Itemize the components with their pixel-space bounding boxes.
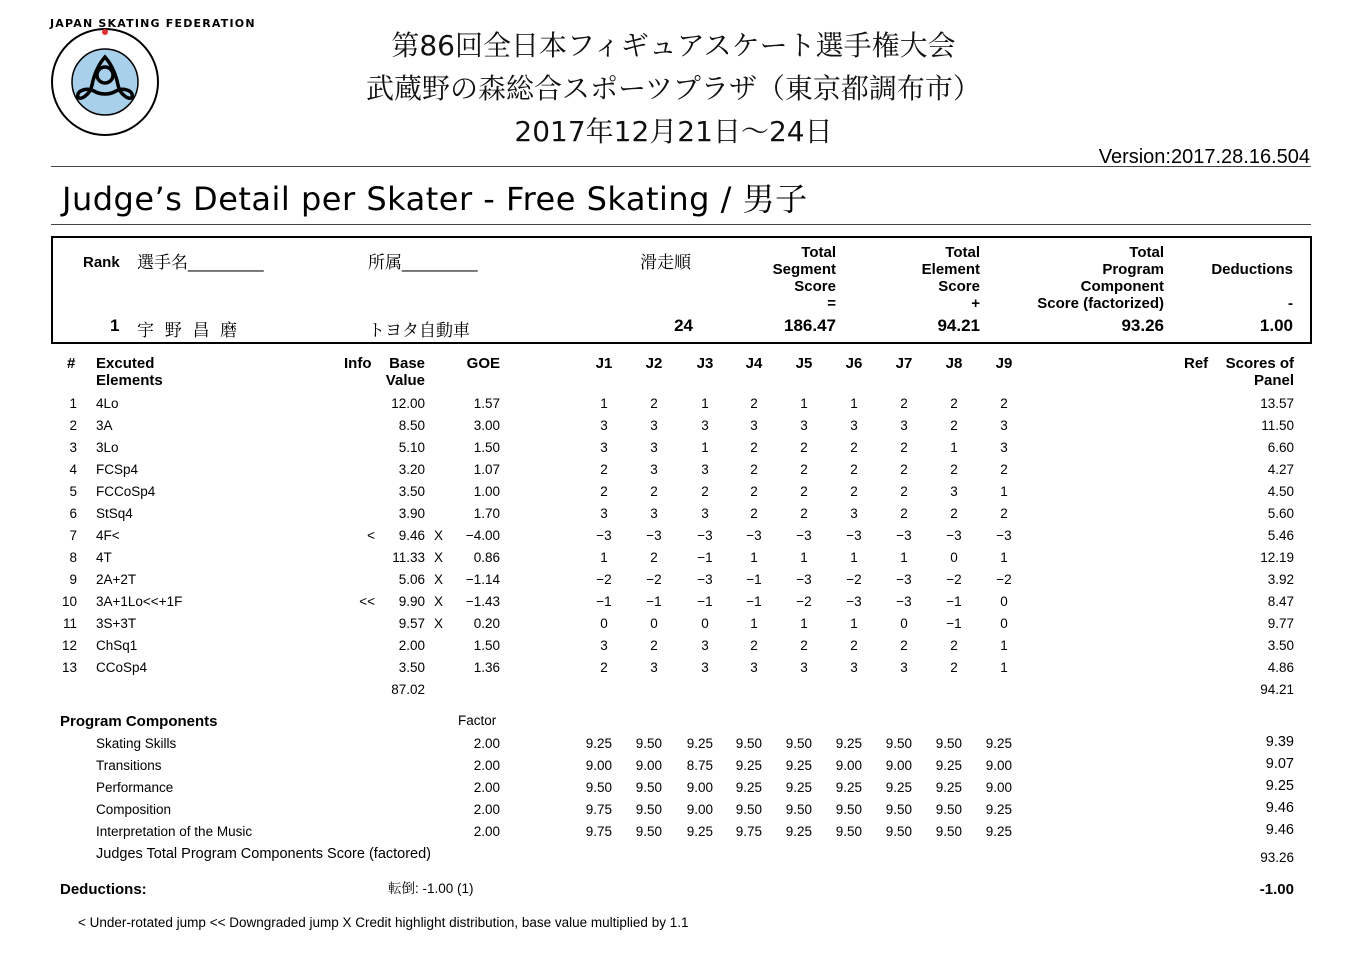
element-goe: 1.00 bbox=[473, 484, 500, 499]
judge-score: 3 bbox=[750, 660, 758, 675]
judge-header: J2 bbox=[645, 355, 663, 372]
judge-score: 0 bbox=[900, 616, 908, 631]
tes-header: Total Element Score + bbox=[921, 244, 980, 312]
judge-score: 3 bbox=[650, 462, 658, 477]
judge-score: 3 bbox=[1000, 440, 1008, 455]
judge-score: 3 bbox=[1000, 418, 1008, 433]
element-credit-flag: X bbox=[434, 550, 444, 565]
component-judge-score: 8.75 bbox=[686, 758, 713, 773]
rank-header: Rank bbox=[83, 254, 120, 271]
component-judge-score: 9.00 bbox=[985, 780, 1012, 795]
component-judge-score: 9.50 bbox=[885, 802, 912, 817]
col-panel-header: Scores of Panel bbox=[1225, 355, 1294, 389]
judge-header: J8 bbox=[945, 355, 963, 372]
skater-deductions: 1.00 bbox=[1259, 316, 1293, 335]
divider bbox=[51, 224, 1311, 225]
element-base-value: 3.50 bbox=[398, 484, 425, 499]
element-name: 3S+3T bbox=[96, 616, 137, 631]
judge-score: 3 bbox=[900, 660, 908, 675]
skater-tes: 94.21 bbox=[937, 316, 980, 335]
element-base-value: 9.57 bbox=[398, 616, 425, 631]
component-judge-score: 9.25 bbox=[686, 824, 713, 839]
component-name: Interpretation of the Music bbox=[96, 824, 253, 839]
judge-score: 2 bbox=[750, 638, 758, 653]
element-panel-score: 3.92 bbox=[1267, 572, 1294, 587]
element-num: 4 bbox=[69, 462, 77, 477]
element-panel-score: 5.60 bbox=[1267, 506, 1294, 521]
element-panel-score: 4.86 bbox=[1267, 660, 1294, 675]
judge-score: 2 bbox=[701, 484, 709, 499]
judge-score: 2 bbox=[1000, 462, 1008, 477]
component-name: Transitions bbox=[96, 758, 162, 773]
element-base-value: 9.90 bbox=[398, 594, 425, 609]
judge-score: 3 bbox=[900, 418, 908, 433]
element-goe: 0.86 bbox=[473, 550, 500, 565]
judge-score: 3 bbox=[600, 418, 608, 433]
judge-score: 2 bbox=[800, 440, 808, 455]
judge-score: −1 bbox=[946, 616, 962, 631]
judge-score: 2 bbox=[950, 638, 958, 653]
component-judge-score: 9.00 bbox=[686, 802, 713, 817]
element-num: 7 bbox=[69, 528, 77, 543]
judge-score: 1 bbox=[1000, 484, 1008, 499]
col-ref-header: Ref bbox=[1184, 355, 1209, 372]
component-judge-score: 9.25 bbox=[735, 758, 762, 773]
component-judge-score: 9.50 bbox=[935, 824, 962, 839]
judge-score: 3 bbox=[750, 418, 758, 433]
judge-score: 0 bbox=[701, 616, 709, 631]
judge-score: 1 bbox=[900, 550, 908, 565]
judge-score: 2 bbox=[950, 418, 958, 433]
element-goe: −4.00 bbox=[465, 528, 500, 543]
judge-score: 2 bbox=[800, 462, 808, 477]
judge-score: 2 bbox=[750, 396, 758, 411]
judge-score: 1 bbox=[1000, 638, 1008, 653]
judge-score: 3 bbox=[600, 506, 608, 521]
judge-score: 3 bbox=[950, 484, 958, 499]
judge-score: −3 bbox=[697, 572, 713, 587]
element-name: 2A+2T bbox=[96, 572, 137, 587]
deductions-total: -1.00 bbox=[1259, 881, 1294, 898]
judge-score: 2 bbox=[1000, 396, 1008, 411]
element-num: 9 bbox=[69, 572, 77, 587]
element-credit-flag: X bbox=[434, 594, 444, 609]
component-judge-score: 9.50 bbox=[735, 802, 762, 817]
component-panel-score: 9.25 bbox=[1265, 778, 1294, 794]
judge-score: −2 bbox=[646, 572, 662, 587]
judge-score: 2 bbox=[650, 638, 658, 653]
component-factor: 2.00 bbox=[473, 758, 500, 773]
judge-score: 1 bbox=[600, 550, 608, 565]
judge-score: 1 bbox=[850, 396, 858, 411]
version: Version:2017.28.16.504 bbox=[1098, 146, 1310, 168]
deductions-detail: 転倒: -1.00 (1) bbox=[388, 881, 474, 896]
judge-score: −3 bbox=[896, 594, 912, 609]
judge-score: 3 bbox=[650, 506, 658, 521]
deductions-label: Deductions: bbox=[60, 881, 147, 898]
base-value-total: 87.02 bbox=[391, 682, 425, 697]
element-panel-score: 11.50 bbox=[1261, 418, 1294, 433]
component-judge-score: 9.50 bbox=[935, 736, 962, 751]
judge-score: 3 bbox=[800, 418, 808, 433]
element-goe: −1.14 bbox=[465, 572, 500, 587]
element-panel-score: 4.50 bbox=[1267, 484, 1294, 499]
judge-score: 2 bbox=[850, 638, 858, 653]
judge-header: J6 bbox=[845, 355, 863, 372]
judge-score: 3 bbox=[701, 462, 709, 477]
judge-score: −3 bbox=[697, 528, 713, 543]
document-title: Judge’s Detail per Skater - Free Skating / 男子 bbox=[62, 180, 808, 218]
element-base-value: 3.90 bbox=[398, 506, 425, 521]
col-info-header: Info bbox=[344, 355, 372, 372]
component-judge-score: 9.50 bbox=[885, 736, 912, 751]
judge-score: 2 bbox=[800, 638, 808, 653]
judge-score: −3 bbox=[996, 528, 1012, 543]
element-goe: 1.50 bbox=[473, 440, 500, 455]
judge-score: 2 bbox=[600, 462, 608, 477]
component-judge-score: 9.50 bbox=[635, 802, 662, 817]
element-base-value: 2.00 bbox=[398, 638, 425, 653]
element-name: 4Lo bbox=[96, 396, 119, 411]
judge-score: 2 bbox=[750, 506, 758, 521]
component-judge-score: 9.25 bbox=[785, 758, 812, 773]
judge-score: 2 bbox=[950, 506, 958, 521]
component-panel-score: 9.07 bbox=[1265, 756, 1294, 772]
judge-score: 2 bbox=[800, 506, 808, 521]
element-name: CCoSp4 bbox=[96, 660, 148, 675]
order-header: 滑走順 bbox=[640, 253, 691, 272]
component-judge-score: 9.25 bbox=[835, 780, 862, 795]
judge-score: −1 bbox=[746, 594, 762, 609]
element-name: ChSq1 bbox=[96, 638, 138, 653]
judge-score: 3 bbox=[800, 660, 808, 675]
judge-score: −3 bbox=[646, 528, 662, 543]
element-panel-score: 8.47 bbox=[1267, 594, 1294, 609]
element-name: 3A+1Lo<<+1F bbox=[96, 594, 183, 609]
element-num: 1 bbox=[69, 396, 77, 411]
judge-score: 2 bbox=[950, 462, 958, 477]
judge-score: −2 bbox=[946, 572, 962, 587]
element-goe: 1.57 bbox=[473, 396, 500, 411]
component-factor: 2.00 bbox=[473, 780, 500, 795]
judge-score: 1 bbox=[701, 396, 709, 411]
component-judge-score: 9.75 bbox=[585, 802, 612, 817]
component-judge-score: 9.25 bbox=[585, 736, 612, 751]
component-factor: 2.00 bbox=[473, 736, 500, 751]
program-components-title: Program Components bbox=[60, 713, 218, 730]
event-dates: 2017年12月21日～24日 bbox=[514, 115, 833, 148]
component-judge-score: 9.25 bbox=[885, 780, 912, 795]
element-name: 3A bbox=[96, 418, 113, 433]
judge-score: 3 bbox=[850, 506, 858, 521]
component-judge-score: 9.25 bbox=[686, 736, 713, 751]
judge-score: 0 bbox=[600, 616, 608, 631]
component-judge-score: 9.50 bbox=[935, 802, 962, 817]
judge-score: 2 bbox=[950, 660, 958, 675]
judge-score: 1 bbox=[850, 550, 858, 565]
component-judge-score: 9.00 bbox=[885, 758, 912, 773]
judge-score: 0 bbox=[1000, 594, 1008, 609]
element-goe: −1.43 bbox=[465, 594, 500, 609]
judge-score: 2 bbox=[900, 462, 908, 477]
judge-score: 2 bbox=[850, 462, 858, 477]
judge-score: 2 bbox=[750, 440, 758, 455]
judge-score: 2 bbox=[900, 484, 908, 499]
col-base-header: Base Value bbox=[385, 355, 425, 389]
judge-header: J7 bbox=[895, 355, 913, 372]
component-judge-score: 9.00 bbox=[635, 758, 662, 773]
judge-score: −1 bbox=[746, 572, 762, 587]
component-name: Skating Skills bbox=[96, 736, 177, 751]
element-base-value: 5.06 bbox=[398, 572, 425, 587]
component-judge-score: 9.00 bbox=[585, 758, 612, 773]
component-judge-score: 9.25 bbox=[985, 802, 1012, 817]
skater-rank: 1 bbox=[110, 316, 120, 335]
divider bbox=[51, 166, 1311, 167]
judge-score: 0 bbox=[650, 616, 658, 631]
component-judge-score: 9.50 bbox=[885, 824, 912, 839]
element-name: StSq4 bbox=[96, 506, 133, 521]
element-base-value: 12.00 bbox=[391, 396, 425, 411]
judge-score: −2 bbox=[596, 572, 612, 587]
judge-score: 1 bbox=[1000, 660, 1008, 675]
skater-order: 24 bbox=[674, 316, 693, 335]
component-judge-score: 9.50 bbox=[635, 824, 662, 839]
judge-score: 2 bbox=[650, 396, 658, 411]
judge-score: 1 bbox=[800, 616, 808, 631]
legend: < Under-rotated jump << Downgraded jump X Credit highlight distribution, base value multiplied by 1.1 bbox=[78, 915, 689, 930]
element-base-value: 3.50 bbox=[398, 660, 425, 675]
judge-score: −3 bbox=[796, 572, 812, 587]
judge-score: 3 bbox=[600, 638, 608, 653]
component-judge-score: 9.00 bbox=[835, 758, 862, 773]
component-judge-score: 9.25 bbox=[935, 780, 962, 795]
judge-score: −2 bbox=[796, 594, 812, 609]
judge-score: 1 bbox=[800, 396, 808, 411]
judge-score: 2 bbox=[600, 484, 608, 499]
judge-score: 2 bbox=[750, 462, 758, 477]
judge-score: −3 bbox=[846, 528, 862, 543]
skater-pcs: 93.26 bbox=[1121, 316, 1164, 335]
element-num: 13 bbox=[61, 660, 77, 675]
element-base-value: 3.20 bbox=[398, 462, 425, 477]
element-panel-score: 6.60 bbox=[1267, 440, 1294, 455]
component-judge-score: 9.50 bbox=[835, 802, 862, 817]
judge-score: 2 bbox=[650, 550, 658, 565]
judge-score: 2 bbox=[900, 506, 908, 521]
element-goe: 1.07 bbox=[473, 462, 500, 477]
component-judge-score: 9.25 bbox=[785, 824, 812, 839]
element-name: 4F< bbox=[96, 528, 120, 543]
element-name: 4T bbox=[96, 550, 112, 565]
judge-score: 3 bbox=[701, 660, 709, 675]
judge-score: −3 bbox=[796, 528, 812, 543]
judge-score: −1 bbox=[697, 594, 713, 609]
judge-header: J1 bbox=[595, 355, 613, 372]
tss-header: Total Segment Score = bbox=[772, 244, 836, 312]
judge-score: 1 bbox=[600, 396, 608, 411]
element-base-value: 11.33 bbox=[392, 550, 425, 565]
judge-score: 2 bbox=[900, 440, 908, 455]
component-judge-score: 9.00 bbox=[985, 758, 1012, 773]
component-judge-score: 9.50 bbox=[785, 736, 812, 751]
venue: 武蔵野の森総合スポーツプラザ（東京都調布市） bbox=[366, 72, 981, 105]
component-panel-score: 9.46 bbox=[1265, 800, 1294, 816]
component-judge-score: 9.50 bbox=[735, 736, 762, 751]
judge-header: J5 bbox=[795, 355, 813, 372]
component-panel-score: 9.39 bbox=[1265, 734, 1294, 750]
judge-score: 0 bbox=[1000, 616, 1008, 631]
judge-score: 2 bbox=[900, 396, 908, 411]
judge-score: 3 bbox=[600, 440, 608, 455]
element-name: FCSp4 bbox=[96, 462, 139, 477]
element-base-value: 8.50 bbox=[398, 418, 425, 433]
judge-score: 2 bbox=[950, 396, 958, 411]
judge-score: 1 bbox=[950, 440, 958, 455]
element-goe: 1.70 bbox=[473, 506, 500, 521]
judge-score: 2 bbox=[650, 484, 658, 499]
element-num: 11 bbox=[62, 616, 77, 631]
event-title: 第86回全日本フィギュアスケート選手権大会 bbox=[391, 29, 956, 62]
component-factor: 2.00 bbox=[473, 824, 500, 839]
judge-score: 1 bbox=[750, 616, 758, 631]
skater-club: トヨタ自動車 bbox=[368, 321, 470, 340]
pcs-header: Total Program Component Score (factorized) bbox=[1037, 244, 1164, 312]
element-base-value: 5.10 bbox=[398, 440, 425, 455]
judge-score: −2 bbox=[846, 572, 862, 587]
element-goe: 0.20 bbox=[473, 616, 500, 631]
component-judge-score: 9.75 bbox=[585, 824, 612, 839]
judge-score: 2 bbox=[850, 440, 858, 455]
component-judge-score: 9.25 bbox=[985, 824, 1012, 839]
element-panel-score: 13.57 bbox=[1260, 396, 1294, 411]
judge-score: 1 bbox=[800, 550, 808, 565]
element-info: << bbox=[359, 594, 375, 609]
judge-score: 1 bbox=[850, 616, 858, 631]
judge-score: −1 bbox=[596, 594, 612, 609]
component-name: Performance bbox=[96, 780, 174, 795]
component-judge-score: 9.25 bbox=[985, 736, 1012, 751]
club-header: 所属________ bbox=[368, 253, 478, 272]
component-judge-score: 9.25 bbox=[735, 780, 762, 795]
element-num: 5 bbox=[69, 484, 77, 499]
judge-score: 3 bbox=[701, 506, 709, 521]
component-judge-score: 9.50 bbox=[635, 736, 662, 751]
judge-score: 3 bbox=[701, 418, 709, 433]
component-name: Composition bbox=[96, 802, 172, 817]
element-num: 2 bbox=[69, 418, 77, 433]
element-num: 6 bbox=[69, 506, 77, 521]
logo-ring-text: JAPAN SKATING FEDERATION bbox=[50, 17, 256, 30]
judge-score: 3 bbox=[850, 660, 858, 675]
judge-score: 2 bbox=[1000, 506, 1008, 521]
element-credit-flag: X bbox=[434, 528, 444, 543]
element-panel-score: 4.27 bbox=[1267, 462, 1294, 477]
judge-header: J4 bbox=[745, 355, 763, 372]
judge-score: 3 bbox=[650, 440, 658, 455]
element-panel-score: 9.77 bbox=[1267, 616, 1294, 631]
judge-score: 3 bbox=[650, 418, 658, 433]
judge-score: −3 bbox=[896, 572, 912, 587]
component-judge-score: 9.25 bbox=[935, 758, 962, 773]
judge-score: 2 bbox=[750, 484, 758, 499]
component-judge-score: 9.75 bbox=[735, 824, 762, 839]
judge-score: 2 bbox=[850, 484, 858, 499]
judge-score: −3 bbox=[746, 528, 762, 543]
element-num: 10 bbox=[61, 594, 77, 609]
judge-score: 3 bbox=[850, 418, 858, 433]
pcs-total-label: Judges Total Program Components Score (factored) bbox=[96, 846, 432, 862]
element-num: 8 bbox=[69, 550, 77, 565]
skater-name: 宇 野 昌 磨 bbox=[137, 321, 241, 340]
judge-score: 1 bbox=[1000, 550, 1008, 565]
component-judge-score: 9.25 bbox=[785, 780, 812, 795]
element-base-value: 9.46 bbox=[398, 528, 425, 543]
component-judge-score: 9.00 bbox=[686, 780, 713, 795]
element-panel-score: 5.46 bbox=[1267, 528, 1294, 543]
element-goe: 1.36 bbox=[473, 660, 500, 675]
component-panel-score: 9.46 bbox=[1265, 822, 1294, 838]
elements-score-total: 94.21 bbox=[1260, 682, 1294, 697]
judge-score: 1 bbox=[750, 550, 758, 565]
component-judge-score: 9.50 bbox=[835, 824, 862, 839]
factor-label: Factor bbox=[458, 713, 497, 728]
component-judge-score: 9.25 bbox=[835, 736, 862, 751]
component-factor: 2.00 bbox=[473, 802, 500, 817]
element-credit-flag: X bbox=[434, 616, 444, 631]
component-judge-score: 9.50 bbox=[785, 802, 812, 817]
judge-score: 1 bbox=[701, 440, 709, 455]
component-judge-score: 9.50 bbox=[635, 780, 662, 795]
judge-score: −3 bbox=[896, 528, 912, 543]
judge-score: −3 bbox=[846, 594, 862, 609]
judge-score: 3 bbox=[650, 660, 658, 675]
skater-tss: 186.47 bbox=[784, 316, 836, 335]
element-panel-score: 3.50 bbox=[1267, 638, 1294, 653]
col-num-header: # bbox=[67, 355, 76, 372]
judge-score: −2 bbox=[996, 572, 1012, 587]
element-credit-flag: X bbox=[434, 572, 444, 587]
deductions-header: Deductions - bbox=[1211, 261, 1293, 312]
element-num: 12 bbox=[61, 638, 77, 653]
pcs-total: 93.26 bbox=[1260, 850, 1294, 865]
element-goe: 1.50 bbox=[473, 638, 500, 653]
judge-score: −1 bbox=[646, 594, 662, 609]
judge-score: 2 bbox=[800, 484, 808, 499]
element-panel-score: 12.19 bbox=[1260, 550, 1294, 565]
judge-score: 2 bbox=[600, 660, 608, 675]
col-elements-header: Excuted Elements bbox=[96, 355, 163, 389]
element-num: 3 bbox=[69, 440, 77, 455]
component-judge-score: 9.50 bbox=[585, 780, 612, 795]
element-info: < bbox=[367, 528, 375, 543]
judge-score: −3 bbox=[946, 528, 962, 543]
judge-score: 3 bbox=[701, 638, 709, 653]
element-goe: 3.00 bbox=[473, 418, 500, 433]
col-goe-header: GOE bbox=[466, 355, 500, 372]
judge-header: J3 bbox=[696, 355, 714, 372]
element-name: FCCoSp4 bbox=[96, 484, 156, 499]
judge-score: −1 bbox=[946, 594, 962, 609]
judge-score: −1 bbox=[697, 550, 713, 565]
name-header: 選手名________ bbox=[137, 253, 264, 272]
judge-score: 0 bbox=[950, 550, 958, 565]
judge-score: 2 bbox=[900, 638, 908, 653]
element-name: 3Lo bbox=[96, 440, 119, 455]
judge-score: −3 bbox=[596, 528, 612, 543]
judge-header: J9 bbox=[995, 355, 1013, 372]
